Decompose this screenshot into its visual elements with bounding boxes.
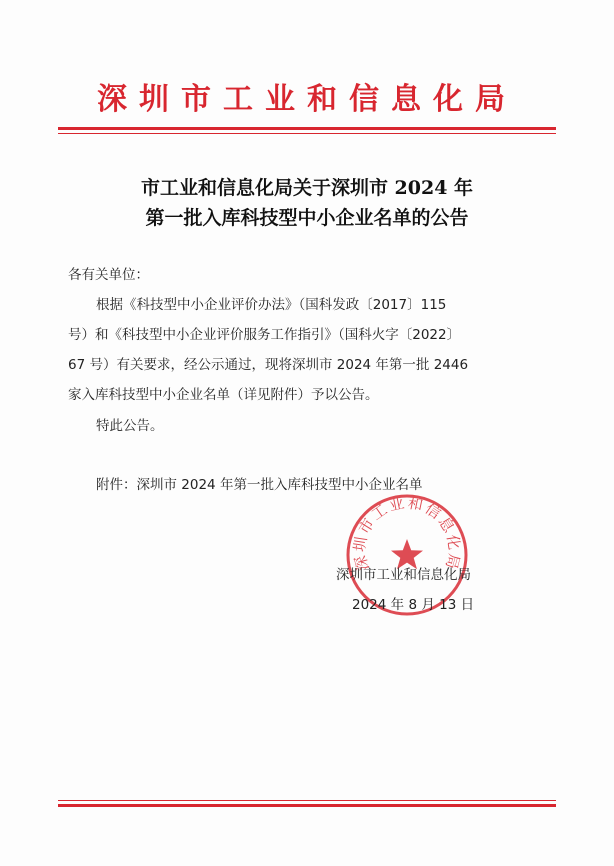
body-line-4: 家入库科技型中小企业名单（详见附件）予以公告。: [68, 387, 379, 403]
issuer-signature: 深圳市工业和信息化局: [336, 567, 471, 583]
footer-rule-thin: [58, 800, 556, 801]
closing-line: 特此公告。: [96, 418, 164, 434]
document-title-line-1: 市工业和信息化局关于深圳市 2024 年: [140, 177, 474, 199]
seal-text: 深圳市工业和信息化局: [350, 493, 464, 573]
issue-date: 2024 年 8 月 13 日: [352, 597, 475, 613]
header-rule-thin: [58, 133, 556, 134]
header-rule-thick: [58, 127, 556, 130]
body-line-1: 根据《科技型中小企业评价办法》（国科发政〔2017〕115: [96, 297, 447, 313]
document-title-line-2: 第一批入库科技型中小企业名单的公告: [145, 207, 469, 229]
salutation: 各有关单位：: [68, 267, 149, 283]
body-line-2: 号）和《科技型中小企业评价服务工作指引》（国科火字〔2022〕: [68, 327, 461, 343]
body-line-3: 67 号）有关要求，经公示通过，现将深圳市 2024 年第一批 2446: [68, 357, 469, 373]
agency-masthead: 深圳市工业和信息化局: [97, 82, 517, 117]
footer-rule-thick: [58, 804, 556, 807]
attachment-note: 附件：深圳市 2024 年第一批入库科技型中小企业名单: [96, 477, 423, 493]
